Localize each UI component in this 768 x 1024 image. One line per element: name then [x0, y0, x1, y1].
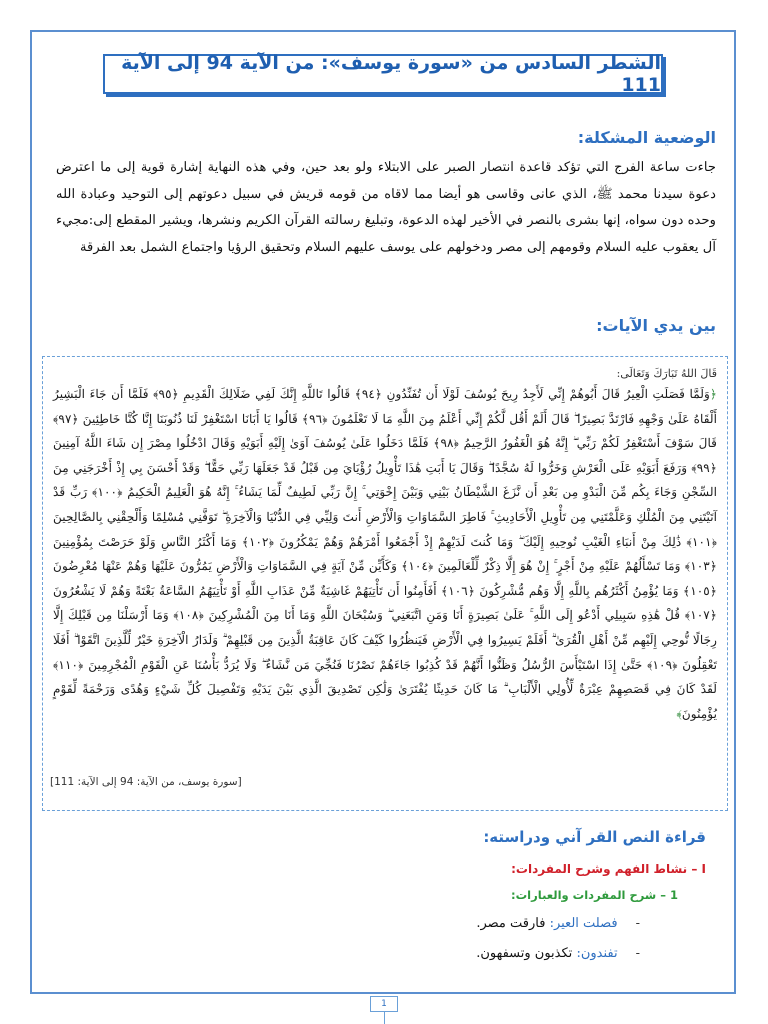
verses-intro: قَالَ اللهُ تَبَارَكَ وَتَعَالَى: — [616, 367, 717, 380]
verse-close-bracket: ﴾ — [676, 706, 682, 721]
lesson-title: الشطر السادس من «سورة يوسف»: من الآية 94 إلى الآية 111 — [121, 52, 661, 96]
vocab-heading: 1 – شرح المفردات والعبارات: — [511, 888, 678, 902]
vocab-definition: تكذبون وتسفهون. — [476, 946, 573, 961]
verses-text: وَلَمَّا فَصَلَتِ الْعِيرُ قَالَ أَبُوهُمْ إِنِّي لَأَجِدُ رِيحَ يُوسُفَ لَوْلَا أَن تُفَنِّدُونِ ﴿٩٤﴾ قَالُوا تَاللَّهِ إِنَّكَ لَفِي ضَلَالِكَ الْقَدِيمِ ﴿٩٥﴾ فَلَمَّا أَن جَاءَ الْبَشِيرُ أَلْقَاهُ عَلَىٰ وَجْهِهِ فَارْتَدَّ بَصِيرًا ۖ قَالَ أَلَمْ أَقُل لَّكُمْ إِنِّي أَعْلَمُ مِنَ اللَّهِ مَا لَا تَعْلَمُونَ ﴿٩٦﴾ قَالُوا يَا أَبَانَا اسْتَغْفِرْ لَنَا ذُنُوبَنَا إِنَّا كُنَّا خَاطِئِينَ ﴿٩٧﴾ قَالَ سَوْفَ أَسْتَغْفِرُ لَكُمْ رَبِّي ۖ إِنَّهُ هُوَ الْغَفُورُ الرَّحِيمُ ﴿٩٨﴾ فَلَمَّا دَخَلُوا عَلَىٰ يُوسُفَ آوَىٰ إِلَيْهِ أَبَوَيْهِ وَقَالَ ادْخُلُوا مِصْرَ إِن شَاءَ اللَّهُ آمِنِينَ ﴿٩٩﴾ وَرَفَعَ أَبَوَيْهِ عَلَى الْعَرْشِ وَخَرُّوا لَهُ سُجَّدًا ۖ وَقَالَ يَا أَبَتِ هَٰذَا تَأْوِيلُ رُؤْيَايَ مِن قَبْلُ قَدْ جَعَلَهَا رَبِّي حَقًّا ۖ وَقَدْ أَحْسَنَ بِي إِذْ أَخْرَجَنِي مِنَ السِّجْنِ وَجَاءَ بِكُم مِّنَ الْبَدْوِ مِن بَعْدِ أَن نَّزَغَ الشَّيْطَانُ بَيْنِي وَبَيْنَ إِخْوَتِي ۚ إِنَّ رَبِّي لَطِيفٌ لِّمَا يَشَاءُ ۚ إِنَّهُ هُوَ الْعَلِيمُ الْحَكِيمُ ﴿١٠٠﴾ رَبِّ قَدْ آتَيْتَنِي مِنَ الْمُلْكِ وَعَلَّمْتَنِي مِن تَأْوِيلِ الْأَحَادِيثِ ۚ فَاطِرَ السَّمَاوَاتِ وَالْأَرْضِ أَنتَ وَلِيِّي فِي الدُّنْيَا وَالْآخِرَةِ ۖ تَوَفَّنِي مُسْلِمًا وَأَلْحِقْنِي بِالصَّالِحِينَ ﴿١٠١﴾ ذَٰلِكَ مِنْ أَنبَاءِ الْغَيْبِ نُوحِيهِ إِلَيْكَ ۖ وَمَا كُنتَ لَدَيْهِمْ إِذْ أَجْمَعُوا أَمْرَهُمْ وَهُمْ يَمْكُرُونَ ﴿١٠٢﴾ وَمَا أَكْثَرُ النَّاسِ وَلَوْ حَرَصْتَ بِمُؤْمِنِينَ ﴿١٠٣﴾ وَمَا تَسْأَلُهُمْ عَلَيْهِ مِنْ أَجْرٍ ۚ إِنْ هُوَ إِلَّا ذِكْرٌ لِّلْعَالَمِينَ ﴿١٠٤﴾ وَكَأَيِّن مِّنْ آيَةٍ فِي السَّمَاوَاتِ وَالْأَرْضِ يَمُرُّونَ عَلَيْهَا وَهُمْ عَنْهَا مُعْرِضُونَ ﴿١٠٥﴾ وَمَا يُؤْمِنُ أَكْثَرُهُم بِاللَّهِ إِلَّا وَهُم مُّشْرِكُونَ ﴿١٠٦﴾ أَفَأَمِنُوا أَن تَأْتِيَهُمْ غَاشِيَةٌ مِّنْ عَذَابِ اللَّهِ أَوْ تَأْتِيَهُمُ السَّاعَةُ بَغْتَةً وَهُمْ لَا يَشْعُرُونَ ﴿١٠٧﴾ قُلْ هَٰذِهِ سَبِيلِي أَدْعُو إِلَى اللَّهِ ۚ عَلَىٰ بَصِيرَةٍ أَنَا وَمَنِ اتَّبَعَنِي ۖ وَسُبْحَانَ اللَّهِ وَمَا أَنَا مِنَ الْمُشْرِكِينَ ﴿١٠٨﴾ وَمَا أَرْسَلْنَا مِن قَبْلِكَ إِلَّا رِجَالًا نُّوحِي إِلَيْهِم مِّنْ أَهْلِ الْقُرَىٰ ۗ أَفَلَمْ يَسِيرُوا فِي الْأَرْضِ فَيَنظُرُوا كَيْفَ كَانَ عَاقِبَةُ الَّذِينَ مِن قَبْلِهِمْ ۗ وَلَدَارُ الْآخِرَةِ خَيْرٌ لِّلَّذِينَ اتَّقَوْا ۗ أَفَلَا تَعْقِلُونَ ﴿١٠٩﴾ حَتَّىٰ إِذَا اسْتَيْأَسَ الرُّسُلُ وَظَنُّوا أَنَّهُمْ قَدْ كُذِبُوا جَاءَهُمْ نَصْرُنَا فَنُجِّيَ مَن نَّشَاءُ ۖ وَلَا يُرَدُّ بَأْسُنَا عَنِ الْقَوْمِ الْمُجْرِمِينَ ﴿١١٠﴾ لَقَدْ كَانَ فِي قَصَصِهِمْ عِبْرَةٌ لِّأُولِي الْأَلْبَابِ ۗ مَا كَانَ حَدِيثًا يُفْتَرَىٰ وَلَٰكِن تَصْدِيقَ الَّذِي بَيْنَ يَدَيْهِ وَتَفْصِيلَ كُلِّ شَيْءٍ وَهُدًى وَرَحْمَةً لِّقَوْمٍ يُؤْمِنُونَ — [53, 387, 717, 721]
bullet-dash: - — [635, 916, 640, 931]
reading-heading: قراءة النص القر آني ودراسته: — [483, 828, 706, 846]
verse-open-bracket: ﴿ — [709, 387, 718, 401]
verses-reference: [سورة يوسف، من الآية: 94 إلى الآية: 111] — [50, 776, 242, 788]
page-number: 1 — [370, 996, 398, 1012]
vocab-term: تفندون: — [576, 946, 618, 961]
verses-box — [42, 356, 728, 811]
lesson-title-box — [103, 54, 663, 94]
quran-verses — [53, 382, 717, 726]
page-number-line — [384, 1012, 385, 1024]
bullet-dash: - — [635, 946, 640, 961]
vocab-term: فصلت العير: — [549, 916, 618, 931]
verses-heading: بين يدي الآيات: — [596, 316, 716, 335]
vocab-item — [476, 946, 640, 961]
problem-paragraph: جاءت ساعة الفرج التي تؤكد قاعدة انتصار الصبر على الابتلاء ولو بعد حين، وفي هذه النهاية إشارة قوية إلى ما اعترض دعوة سيدنا محمد ﷺ، الذي عانى وقاسى هو أيضا مما لاقاه من قومه قريش في سبيل دعوتهم إلى التوحيد وعبادة الله وحده دون سواه، إنها بشرى بالنصر في الأخير لهذه الدعوة، وتبليغ رسالته القرآن الكريم ونشرها، ويشير المقطع إلى:مجيء آل يعقوب عليه السلام وقومهم إلى مصر ودخولهم على يوسف عليهم السلام وتحقيق الرؤيا واجتماع الشمل بعد الفرقة — [56, 160, 716, 255]
problem-heading: الوضعية المشكلة: — [577, 128, 716, 147]
activity-heading: I – نشاط الفهم وشرح المفردات: — [511, 862, 706, 876]
vocab-definition: فارقت مصر. — [476, 916, 546, 931]
vocab-item — [476, 916, 640, 931]
